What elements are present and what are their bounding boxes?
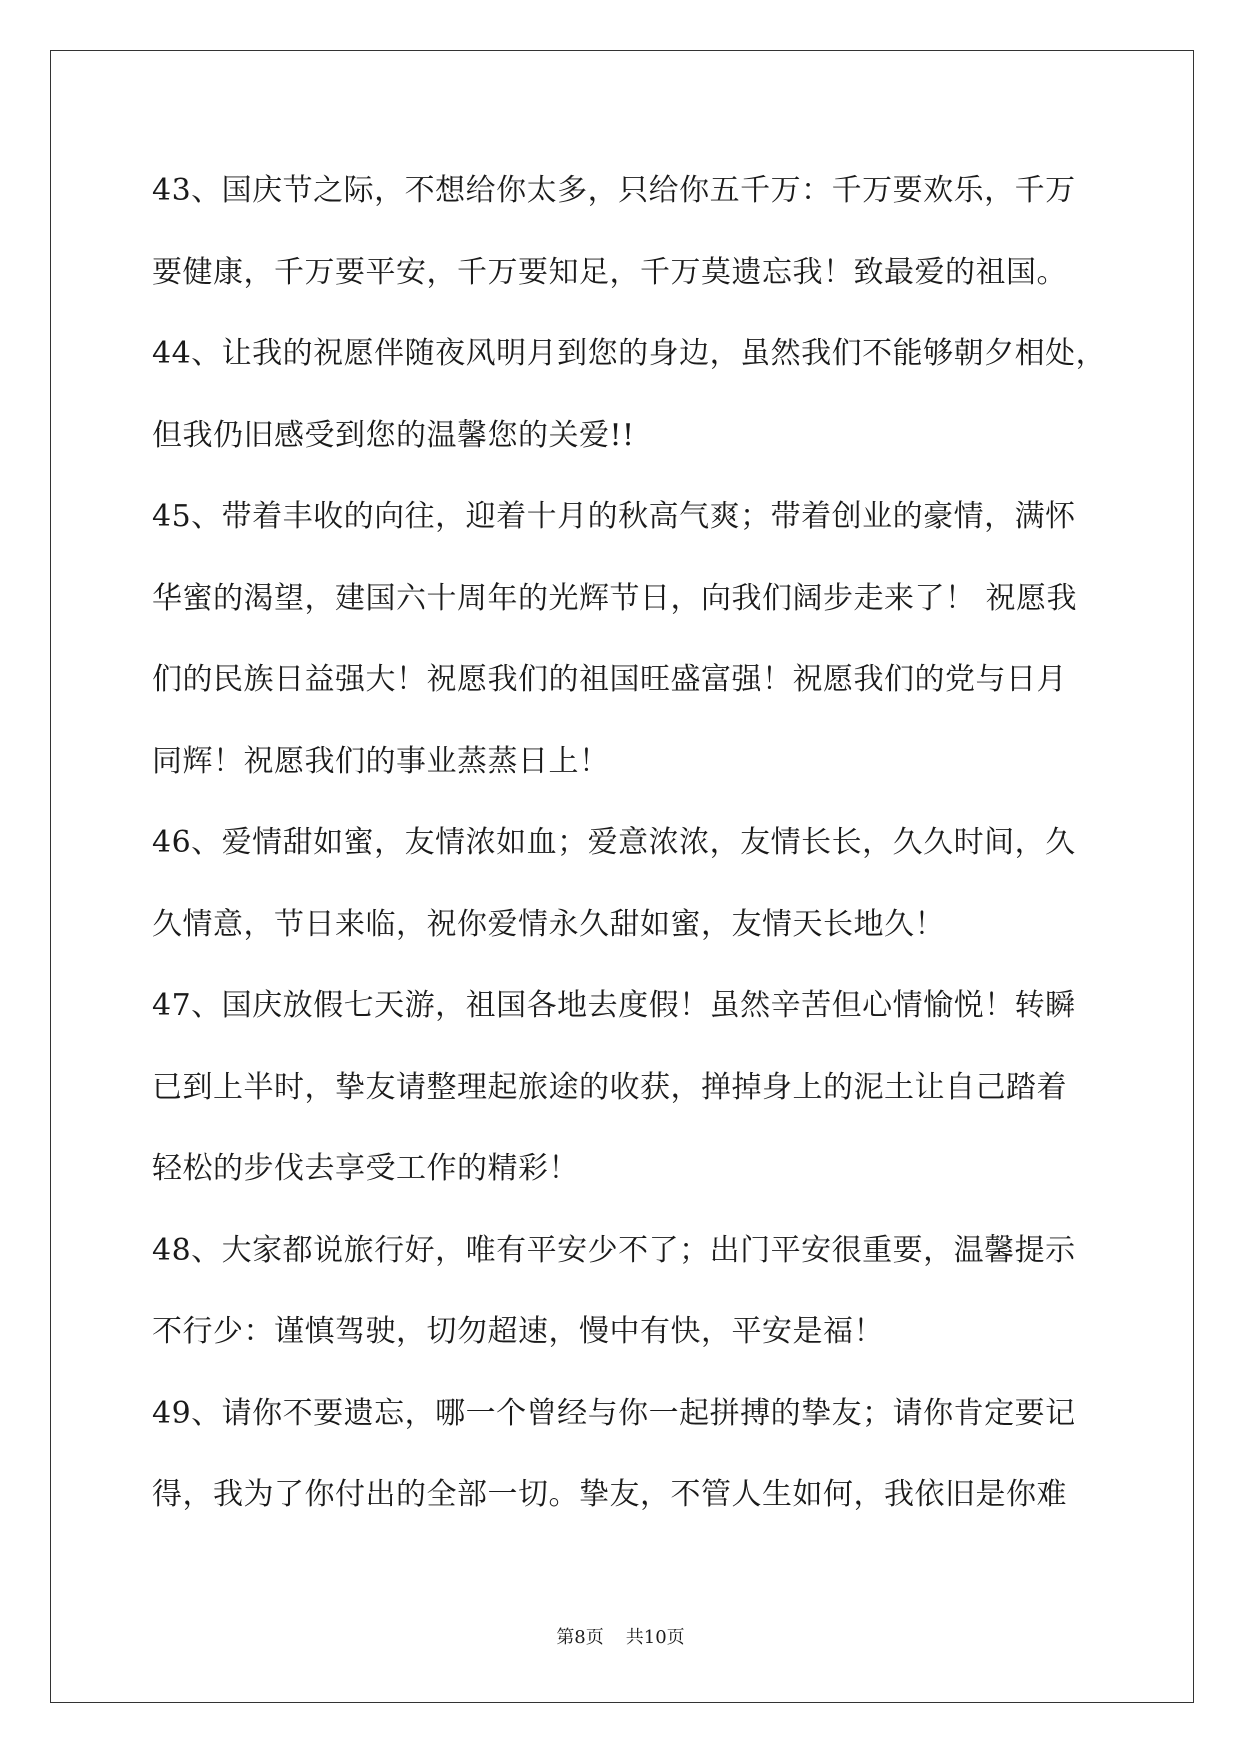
text-line: 同辉！祝愿我们的事业蒸蒸日上！ <box>152 743 610 779</box>
text-line: 45、带着丰收的向往，迎着十月的秋高气爽；带着创业的豪情，满怀 <box>152 499 1076 534</box>
text-line: 47、国庆放假七天游，祖国各地去度假！虽然辛苦但心情愉悦！转瞬 <box>152 988 1076 1023</box>
page-number: 第8页 <box>556 1627 604 1648</box>
text-line: 久情意，节日来临，祝你爱情永久甜如蜜，友情天长地久！ <box>152 906 945 942</box>
text-line: 要健康，千万要平安，千万要知足，千万莫遗忘我！致最爱的祖国。 <box>152 254 1067 290</box>
document-body <box>152 165 1107 1551</box>
text-line: 44、让我的祝愿伴随夜风明月到您的身边，虽然我们不能够朝夕相处， <box>152 336 1107 371</box>
text-line: 已到上半时，挚友请整理起旅途的收获，掸掉身上的泥土让自己踏着 <box>152 1069 1067 1105</box>
text-line: 49、请你不要遗忘，哪一个曾经与你一起拼搏的挚友；请你肯定要记 <box>152 1395 1076 1431</box>
text-line: 46、爱情甜如蜜，友情浓如血；爱意浓浓，友情长长，久久时间，久 <box>152 825 1076 860</box>
text-line: 不行少：谨慎驾驶，切勿超速，慢中有快，平安是福！ <box>152 1314 884 1349</box>
text-line: 轻松的步伐去享受工作的精彩！ <box>152 1151 579 1186</box>
text-line: 48、大家都说旅行好，唯有平安少不了；出门平安很重要，温馨提示 <box>152 1232 1076 1268</box>
text-line: 但我仍旧感受到您的温馨您的关爱!! <box>152 417 635 453</box>
text-line: 得，我为了你付出的全部一切。挚友，不管人生如何，我依旧是你难 <box>152 1477 1067 1512</box>
text-line: 43、国庆节之际，不想给你太多，只给你五千万：千万要欢乐，千万 <box>152 173 1076 208</box>
page-footer <box>0 1623 1241 1649</box>
page-total: 共10页 <box>625 1627 685 1648</box>
text-line: 华蜜的渴望，建国六十周年的光辉节日，向我们阔步走来了！ 祝愿我 <box>152 580 1078 616</box>
text-line: 们的民族日益强大！祝愿我们的祖国旺盛富强！祝愿我们的党与日月 <box>152 662 1067 697</box>
